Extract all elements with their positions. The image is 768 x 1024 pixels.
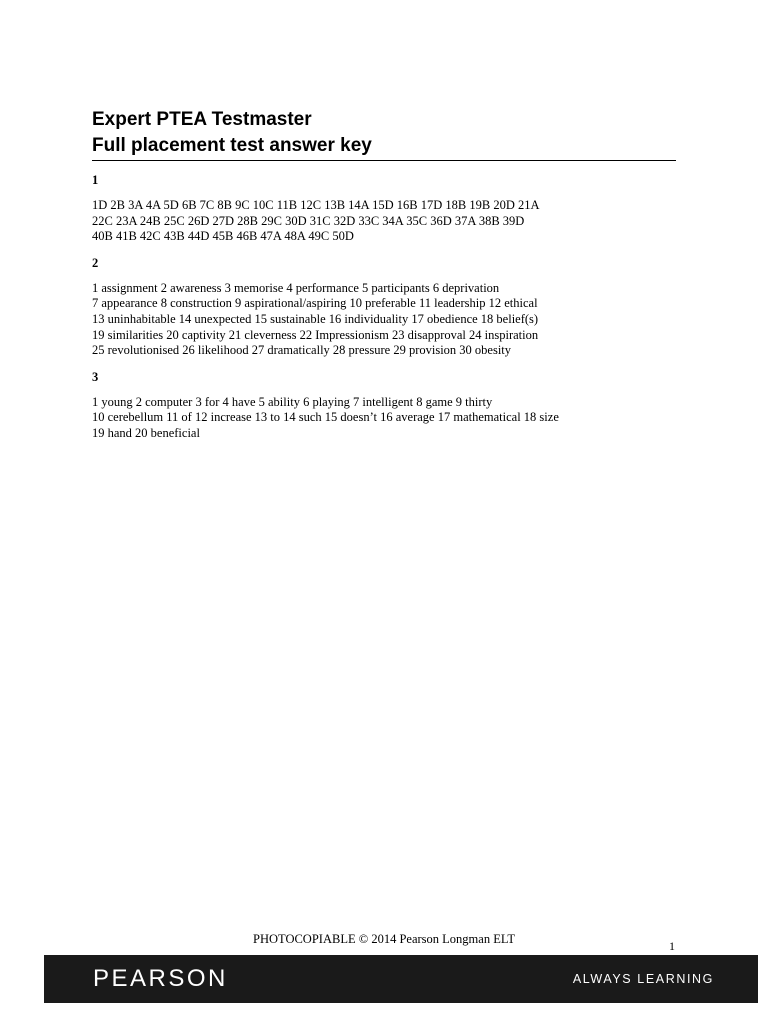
answer-list [92, 395, 692, 442]
document-title: Expert PTEA Testmaster [92, 109, 312, 130]
section-1 [92, 172, 692, 245]
copyright-notice: PHOTOCOPIABLE © 2014 Pearson Longman ELT [253, 932, 515, 946]
page-number: 1 [669, 939, 675, 953]
answer-line: 40B 41B 42C 43B 44D 45B 46B 47A 48A 49C 50D [92, 229, 354, 244]
answer-line: 7 appearance 8 construction 9 aspirational/aspiring 10 preferable 11 leadership 12 ethical [92, 296, 538, 311]
answer-line: 19 similarities 20 captivity 21 cleverness 22 Impressionism 23 disapproval 24 inspiration [92, 327, 539, 342]
answer-line: 25 revolutionised 26 likelihood 27 dramatically 28 pressure 29 provision 30 obesity [92, 343, 512, 358]
answer-line: 1 assignment 2 awareness 3 memorise 4 performance 5 participants 6 deprivation [92, 280, 500, 295]
answer-list [92, 281, 692, 359]
section-3 [92, 369, 692, 442]
answer-line: 19 hand 20 beneficial [92, 425, 200, 440]
section-2 [92, 255, 692, 359]
answer-key-content [92, 172, 692, 442]
section-number: 3 [92, 369, 99, 384]
brand-tagline: ALWAYS LEARNING [572, 972, 714, 986]
footer-brand-band [44, 955, 758, 1003]
answer-line: 1 young 2 computer 3 for 4 have 5 ability 6 playing 7 intelligent 8 game 9 thirty [92, 394, 493, 409]
answer-list [92, 198, 692, 245]
document-subtitle: Full placement test answer key [92, 134, 676, 161]
section-number: 1 [92, 173, 99, 187]
answer-line: 13 uninhabitable 14 unexpected 15 sustainable 16 individuality 17 obedience 18 belief(s) [92, 311, 539, 326]
document-header [92, 108, 676, 161]
answer-line: 10 cerebellum 11 of 12 increase 13 to 14 such 15 doesn’t 16 average 17 mathematical 18 size [92, 410, 559, 425]
answer-line: 1D 2B 3A 4A 5D 6B 7C 8B 9C 10C 11B 12C 13B 14A 15D 16B 17D 18B 19B 20D 21A [92, 198, 540, 212]
answer-line: 22C 23A 24B 25C 26D 27D 28B 29C 30D 31C 32D 33C 34A 35C 36D 37A 38B 39D [92, 213, 525, 228]
section-number: 2 [92, 255, 99, 270]
pearson-logo: PEARSON [93, 965, 228, 992]
